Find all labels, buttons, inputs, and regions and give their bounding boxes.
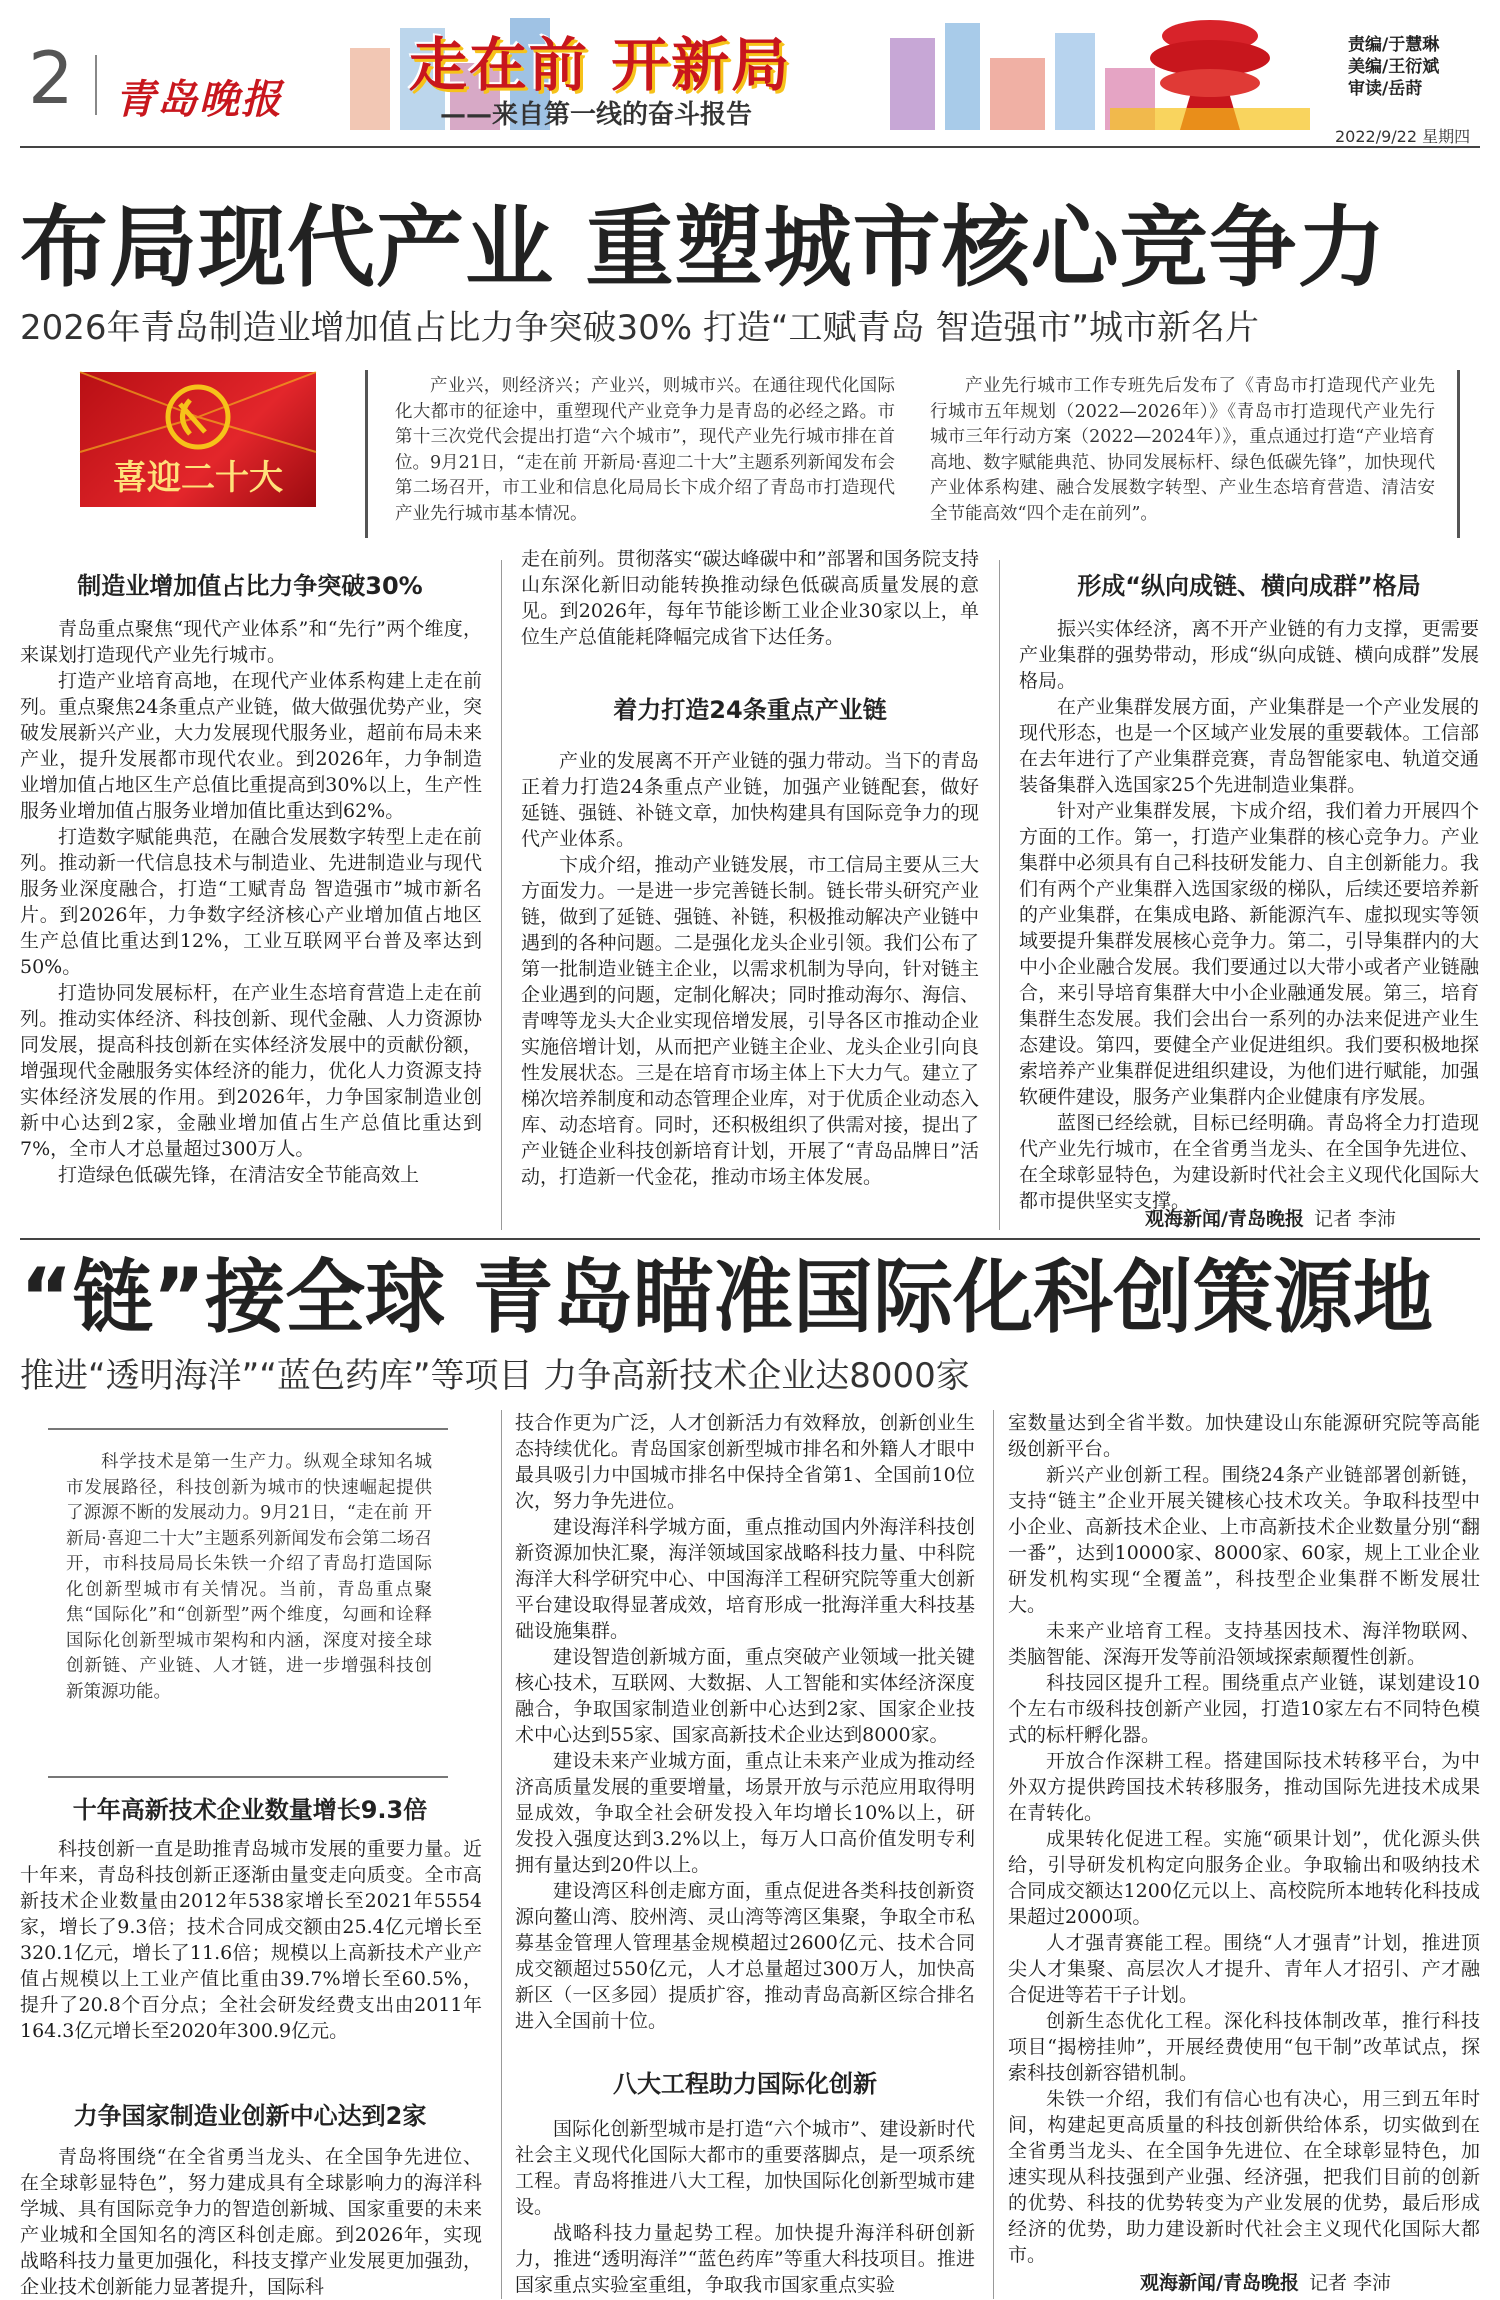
credit-editor: 责编/于慧琳: [1348, 35, 1440, 55]
article2-headline: “链”接全球 青岛瞄准国际化科创策源地: [20, 1251, 1434, 1344]
badge-text: 喜迎二十大: [113, 458, 283, 498]
paragraph: 针对产业集群发展，卞成介绍，我们着力开展四个方面的工作。第一，打造产业集群的核心竞争力。产业集群中必须具有自己科技研发能力、自主创新能力。我们有两个产业集群入选国家级的梯队，后续还要培养新的产业集群，在集成电路、新能源汽车、虚拟现实等领域要提升集群发展核心竞争力。第二，引导集群内的大中小企业融合发展。我们要通过以大带小或者产业链融合，来引导培育集群大中小企业融通发展。第三，培育集群生态发展。我们会出台一系列的办法来促进产业生态建设。第四，要健全产业促进组织。我们要积极地探索培养产业集群促进组织建设，为他们进行赋能，加强软硬件建设，服务产业集群内企业健康有序发展。: [1019, 800, 1479, 1108]
article2-col1b: [20, 2144, 482, 2299]
article1-headline: 布局现代产业 重塑城市核心竞争力: [20, 196, 1387, 299]
column-divider: [501, 560, 502, 1230]
column-divider: [993, 1410, 994, 2299]
paragraph: 在产业集群发展方面，产业集群是一个产业发展的现代形态，也是一个区域产业发展的重要载体。工信部在去年进行了产业集群竞赛，青岛智能家电、轨道交通装备集群入选国家25个先进制造业集群。: [1019, 696, 1479, 796]
paragraph: 未来产业培育工程。支持基因技术、海洋物联网、类脑智能、深海开发等前沿领域探索颠覆性创新。: [1008, 1620, 1480, 1668]
banner: [330, 8, 1340, 130]
paragraph: 建设未来产业城方面，重点让未来产业成为推动经济高质量发展的重要增量，场景开放与示范应用取得明显成效，争取全社会研发投入年均增长10%以上，研发投入强度达到3.2%以上，每万人口高价值发明专利拥有量达到20件以上。: [515, 1750, 975, 1876]
paragraph: 建设海洋科学城方面，重点推动国内外海洋科技创新资源加快汇聚，海洋领域国家战略科技力量、中科院海洋大科学研究中心、中国海洋工程研究院等重大创新平台建设取得显著成效，培育形成一批海洋重大科技基础设施集群。: [515, 1516, 975, 1642]
header-divider: [95, 55, 97, 115]
paragraph: 人才强青赛能工程。围绕“人才强青”计划，推进顶尖人才集聚、高层次人才提升、青年人才招引、产才融合促进等若干子计划。: [1008, 1932, 1480, 2006]
article1-lead-right: [930, 374, 1435, 530]
paragraph: 走在前列。贯彻落实“碳达峰碳中和”部署和国务院支持山东深化新旧动能转换推动绿色低碳高质量发展的意见。到2026年，每年节能诊断工业企业30家以上，单位生产总值能耗降幅完成省下达任务。: [521, 548, 979, 648]
paragraph: 开放合作深耕工程。搭建国际技术转移平台，为中外双方提供跨国技术转移服务，推动国际先进技术成果在青转化。: [1008, 1750, 1480, 1824]
issue-date: 2022/9/22 星期四: [1335, 127, 1471, 146]
article1-lead-left-text: 产业兴，则经济兴；产业兴，则城市兴。在通往现代化国际化大都市的征途中，重塑现代产业竞争力是青岛的必经之路。市第十三次党代会提出打造“六个城市”，现代产业先行城市排在首位。9月21日，“走在前 开新局·喜迎二十大”主题系列新闻发布会第二场召开，市工业和信息化局局长卞成介绍了青岛市打造现代产业先行城市基本情况。: [395, 376, 895, 524]
paragraph: 打造数字赋能典范，在融合发展数字转型上走在前列。推动新一代信息技术与制造业、先进制造业与现代服务业深度融合，打造“工赋青岛 智造强市”城市新名片。到2026年，力争数字经济核心产业增加值占地区生产总值比重达到12%，工业互联网平台普及率达到50%。: [20, 826, 482, 978]
paper-name-logo: 青岛晚报: [115, 76, 283, 123]
article1-lead-right-text: 产业先行城市工作专班先后发布了《青岛市打造现代产业先行城市五年规划（2022—2026年）》《青岛市打造现代产业先行城市三年行动方案（2022—2024年）》，重点通过打造“产业培育高地、数字赋能典范、协同发展标杆、绿色低碳先锋”，加快现代产业体系构建、融合发展数字转型、产业生态培育营造、清洁安全节能高效“四个走在前列”。: [930, 376, 1435, 524]
paragraph: 青岛将围绕“在全省勇当龙头、在全国争先进位、在全球彰显特色”，努力建成具有全球影响力的海洋科学城、具有国际竞争力的智造创新城、国家重要的未来产业城和全国知名的湾区科创走廊。到2026年，实现战略科技力量更加强化，科技支撑产业发展更加强劲，企业技术创新能力显著提升，国际科: [20, 2146, 482, 2298]
paragraph: 打造绿色低碳先锋，在清洁安全节能高效上: [58, 1164, 420, 1186]
article2-col2: [515, 1410, 975, 2038]
paragraph: 创新生态优化工程。深化科技体制改革，推行科技项目“揭榜挂帅”，开展经费使用“包干制”改革试点，探索科技创新容错机制。: [1008, 2010, 1480, 2084]
paragraph: 青岛重点聚焦“现代产业体系”和“先行”两个维度，来谋划打造现代产业先行城市。: [20, 618, 482, 666]
paragraph: 国际化创新型城市是打造“六个城市”、建设新时代社会主义现代化国际大都市的重要落脚点，是一项系统工程。青岛将推进八大工程，加快国际化创新型城市建设。: [515, 2118, 975, 2218]
article1-subheadline: 2026年青岛制造业增加值占比力争突破30% 打造“工赋青岛 智造强市”城市新名片: [20, 308, 1259, 348]
article2-col3: [1008, 1410, 1480, 2266]
article1-col2-top: [521, 546, 979, 678]
credit-art-editor: 美编/王衍斌: [1348, 57, 1440, 77]
paragraph: 新兴产业创新工程。围绕24条产业链部署创新链，支持“链主”企业开展关键核心技术攻关。争取科技型中小企业、高新技术企业、上市高新技术企业数量分别“翻一番”，达到10000家、8000家、60家，规上工业企业研发机构实现“全覆盖”，科技型企业集群不断发展壮大。: [1008, 1464, 1480, 1616]
article-separator: [20, 1238, 1480, 1240]
article2-col2b: [515, 2116, 975, 2299]
page-header: [0, 0, 1500, 146]
paragraph: 建设智造创新城方面，重点突破产业领域一批关键核心技术，互联网、大数据、人工智能和实体经济深度融合，争取国家制造业创新中心达到2家、国家企业技术中心达到55家、国家高新技术企业达到8000家。: [515, 1646, 975, 1746]
article2-section3-title: 八大工程助力国际化创新: [613, 2070, 877, 2098]
paragraph: 产业的发展离不开产业链的强力带动。当下的青岛正着力打造24条重点产业链，加强产业链配套，做好延链、强链、补链文章，加快构建具有国际竞争力的现代产业体系。: [521, 750, 979, 850]
badge-celebrate-20th-congress: [80, 372, 316, 507]
byline-org: 观海新闻/青岛晚报: [1140, 2272, 1299, 2294]
header-rule: [20, 146, 1480, 148]
article1-section1-title: 制造业增加值占比力争突破30%: [77, 572, 423, 600]
article1-col3: [1019, 616, 1479, 1212]
article1-lead-left: [395, 374, 895, 530]
byline-org: 观海新闻/青岛晚报: [1145, 1208, 1304, 1230]
paragraph: 科技创新一直是助推青岛城市发展的重要力量。近十年来，青岛科技创新正逐渐由量变走向质变。全市高新技术企业数量由2012年538家增长至2021年5554家，增长了9.3倍；技术合同成交额由25.4亿元增长至320.1亿元，增长了11.6倍；规模以上高新技术产业产值占规模以上工业产值比重由39.7%增长至60.5%，提升了20.8个百分点；全社会研发经费支出由2011年164.3亿元增长至2020年300.9亿元。: [20, 1838, 482, 2042]
paragraph: 朱铁一介绍，我们有信心也有决心，用三到五年时间，构建起更高质量的科技创新供给体系，切实做到在全省勇当龙头、在全国争先进位、在全球彰显特色，加速实现从科技强到产业强、经济强，把我们目前的创新的优势、科技的优势转变为产业发展的优势，最后形成经济的优势，助力建设新时代社会主义现代化国际大都市。: [1008, 2088, 1480, 2266]
article2-section2-title: 力争国家制造业创新中心达到2家: [73, 2102, 427, 2130]
paragraph: 室数量达到全省半数。加快建设山东能源研究院等高能级创新平台。: [1008, 1412, 1480, 1460]
paragraph: 蓝图已经绘就，目标已经明确。青岛将全力打造现代产业先行城市，在全省勇当龙头、在全国争先进位、在全球彰显特色，为建设新时代社会主义现代化国际大都市提供坚实支撑。: [1019, 1112, 1479, 1212]
article1-byline: [1145, 1204, 1396, 1231]
paragraph: 建设湾区科创走廊方面，重点促进各类科技创新资源向鳌山湾、胶州湾、灵山湾等湾区集聚，争取全市私募基金管理人管理基金规模超过2600亿元、技术合同成交额超过550亿元，人才总量超过300万人，加快高新区（一区多园）提质扩容，推动青岛高新区综合排名进入全国前十位。: [515, 1880, 975, 2032]
article1-col2: [521, 748, 979, 1230]
article2-section1-title: 十年高新技术企业数量增长9.3倍: [72, 1796, 428, 1824]
article2-lead: [66, 1450, 432, 1770]
article2-col1: [20, 1836, 482, 2072]
byline-reporter: 记者 李沛: [1308, 2272, 1391, 2294]
article1-section2-title: 着力打造24条重点产业链: [613, 696, 887, 724]
banner-subtitle: ——来自第一线的奋斗报告: [440, 100, 753, 130]
page-number: 2: [28, 36, 74, 120]
column-divider: [501, 1410, 502, 2299]
article2-lead-text: 科学技术是第一生产力。纵观全球知名城市发展路径，科技创新为城市的快速崛起提供了源源不断的发展动力。9月21日，“走在前 开新局·喜迎二十大”主题系列新闻发布会第二场召开，市科技局局长朱铁一介绍了青岛打造国际化创新型城市有关情况。当前，青岛重点聚焦“国际化”和“创新型”两个维度，勾画和诠释国际化创新型城市架构和内涵，深度对接全球创新链、产业链、人才链，进一步增强科技创新策源功能。: [66, 1452, 432, 1702]
banner-title: 走在前 开新局: [408, 31, 792, 99]
article2-subheadline: 推进“透明海洋”“蓝色药库”等项目 力争高新技术企业达8000家: [20, 1356, 970, 1396]
paragraph: 成果转化促进工程。实施“硕果计划”，优化源头供给，引导研发机构定向服务企业。争取输出和吸纳技术合同成交额达1200亿元以上、高校院所本地转化科技成果超过2000项。: [1008, 1828, 1480, 1928]
paragraph: 打造产业培育高地，在现代产业体系构建上走在前列。重点聚焦24条重点产业链，做大做强优势产业，突破发展新兴产业，大力发展现代服务业，超前布局未来产业，提升发展都市现代农业。到2026年，力争制造业增加值占地区生产总值比重提高到30%以上，生产性服务业增加值占服务业增加值比重达到62%。: [20, 670, 482, 822]
paragraph: 打造协同发展标杆，在产业生态培育营造上走在前列。推动实体经济、科技创新、现代金融、人力资源协同发展，提高科技创新在实体经济发展中的贡献份额，增强现代金融服务实体经济的能力，优化人力资源支持实体经济发展的作用。到2026年，力争国家制造业创新中心达到2家，金融业增加值占生产总值比重达到7%，全市人才总量超过300万人。: [20, 982, 482, 1160]
article1-col1: [20, 616, 482, 1230]
article2-byline: [1140, 2268, 1391, 2295]
paragraph: 卞成介绍，推动产业链发展，市工信局主要从三大方面发力。一是进一步完善链长制。链长带头研究产业链，做到了延链、强链、补链，积极推动解决产业链中遇到的各种问题。二是强化龙头企业引领。我们公布了第一批制造业链主企业，以需求机制为导向，针对链主企业遇到的问题，定制化解决；同时推动海尔、海信、青啤等龙头大企业实现倍增发展，引导各区市推动企业实施倍增计划，从而把产业链主企业、龙头企业引向良性发展状态。三是在培育市场主体上下大力气。建立了梯次培养制度和动态管理企业库，对于优质企业动态入库、动态培育。同时，还积极组织了供需对接，提出了产业链企业科技创新培育计划，开展了“青岛品牌日”活动，打造新一代金花，推动市场主体发展。: [521, 854, 979, 1188]
editor-credits: [1348, 34, 1439, 100]
paragraph: 振兴实体经济，离不开产业链的有力支撑，更需要产业集群的强势带动，形成“纵向成链、横向成群”发展格局。: [1019, 618, 1479, 692]
article1-section3-title: 形成“纵向成链、横向成群”格局: [1077, 572, 1421, 600]
paragraph: 科技园区提升工程。围绕重点产业链，谋划建设10个左右市级科技创新产业园，打造10家左右不同特色模式的标杆孵化器。: [1008, 1672, 1480, 1746]
paragraph: 技合作更为广泛，人才创新活力有效释放，创新创业生态持续优化。青岛国家创新型城市排名和外籍人才眼中最具吸引力中国城市排名中保持全省第1、全国前10位次，努力争先进位。: [515, 1412, 975, 1512]
credit-proofreader: 审读/岳莳: [1348, 79, 1423, 99]
column-divider: [999, 560, 1000, 1230]
byline-reporter: 记者 李沛: [1313, 1208, 1396, 1230]
paragraph: 战略科技力量起势工程。加快提升海洋科研创新力，推进“透明海洋”“蓝色药库”等重大科技项目。推进国家重点实验室重组，争取我市国家重点实验: [515, 2222, 975, 2296]
